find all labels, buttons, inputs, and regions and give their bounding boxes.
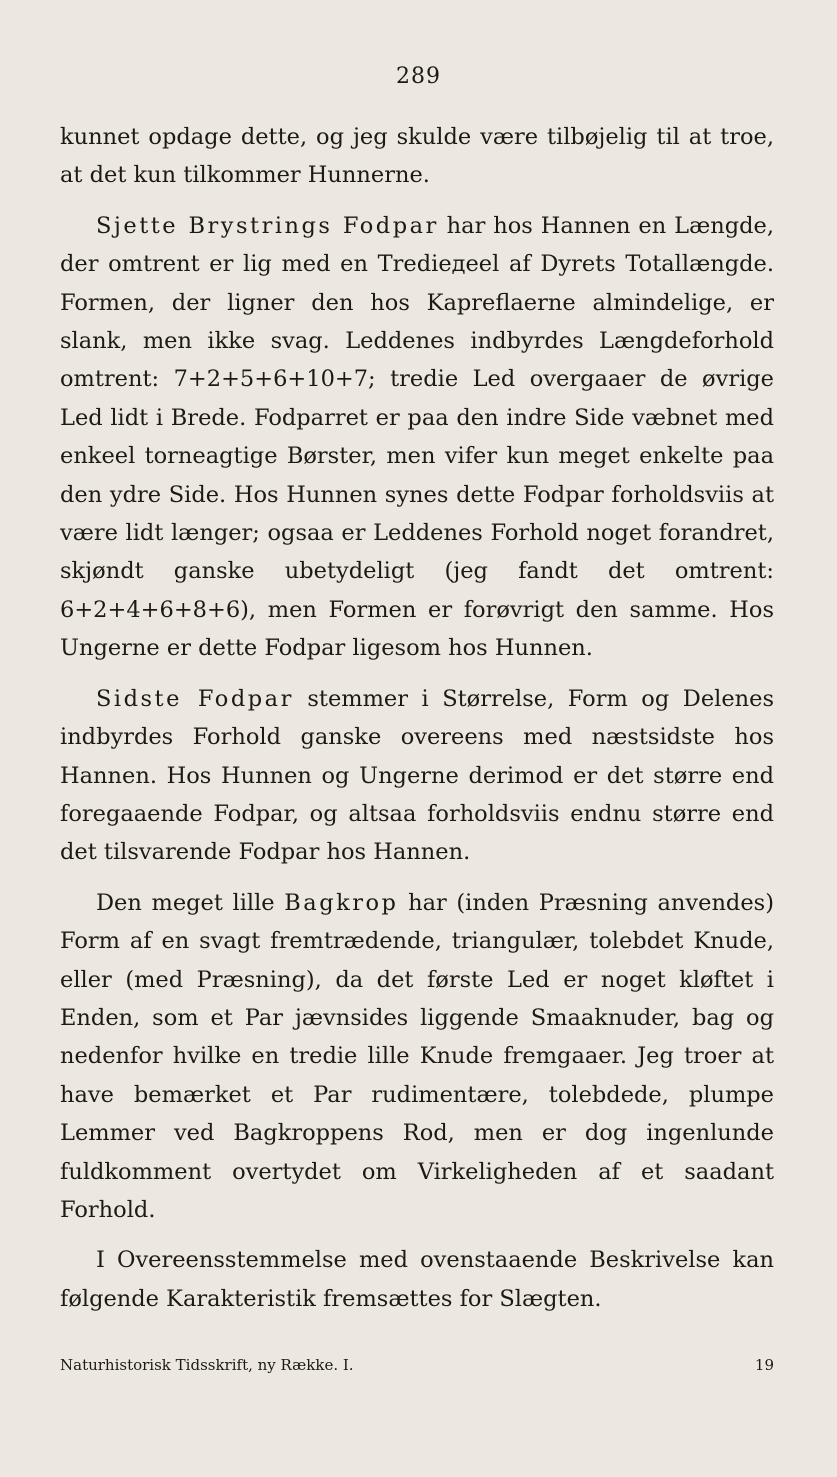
paragraph-lead-plain: Den meget lille: [96, 889, 285, 916]
paragraph-2: [60, 207, 774, 668]
paragraph-lead: Bagkrop: [284, 889, 399, 916]
printer-signature: Naturhistorisk Tidsskrift, ny Række. I.: [60, 1356, 354, 1374]
paragraph-text: har (inden Præsning anvendes) Form af en svagt fremtrædende, triangulær, tolebdet Knude, eller (med Præsning), da det første Led er noget kløftet i Enden, som et Par jævnsides liggende Smaaknuder, bag og nedenfor hvilke en tredie lille Knude fremgaaer. Jeg troer at have bemærket et Par rudimentære, tolebdede, plumpe Lemmer ved Bagkroppens Rod, men er dog ingenlunde fuldkomment overtydet om Virkeligheden af et saadant Forhold.: [60, 889, 774, 1223]
paragraph-text: I Overeensstemmelse med ovenstaaende Beskrivelse kan følgende Karakteristik fremsættes for Slægten.: [60, 1247, 774, 1312]
paragraph-3: [60, 680, 774, 872]
body-text: [60, 118, 774, 1318]
paragraph-5: [60, 1241, 774, 1318]
paragraph-text: kunnet opdage dette, og jeg skulde være tilbøjelig til at troe, at det kun tilkommer Hunnerne.: [60, 124, 774, 189]
paragraph-4: [60, 884, 774, 1230]
page-number: 289: [396, 64, 441, 89]
paragraph-lead: Sjette Brystrings Fodpar: [96, 212, 439, 239]
sheet-number: 19: [754, 1356, 774, 1374]
paragraph-1: [60, 118, 774, 195]
paragraph-text: har hos Hannen en Længde, der omtrent er lig med en Tredieдeel af Dyrets Totallængde. Formen, der ligner den hos Kapreflaerne almindelige, er slank, men ikke svag. Leddenes indbyrdes Længdeforhold omtrent: 7+2+5+6+10+7; tredie Led overgaaer de øvrige Led lidt i Brede. Fodparret er paa den indre Side væbnet med enkeel torneagtige Børster, men vifer kun meget enkelte paa den ydre Side. Hos Hunnen synes dette Fodpar forholdsviis at være lidt længer; ogsaa er Leddenes Forhold noget forandret, skjøndt ganske ubetydeligt (jeg fandt det omtrent: 6+2+4+6+8+6), men Formen er forøvrigt den samme. Hos Ungerne er dette Fodpar ligesom hos Hunnen.: [60, 212, 774, 662]
paragraph-lead: Sidste Fodpar: [96, 685, 294, 712]
paragraph-text: stemmer i Størrelse, Form og Delenes indbyrdes Forhold ganske overeens med næstsidste hos Hannen. Hos Hunnen og Ungerne derimod er det større end foregaaende Fodpar, og altsaa forholdsviis endnu større end det tilsvarende Fodpar hos Hannen.: [60, 685, 774, 866]
